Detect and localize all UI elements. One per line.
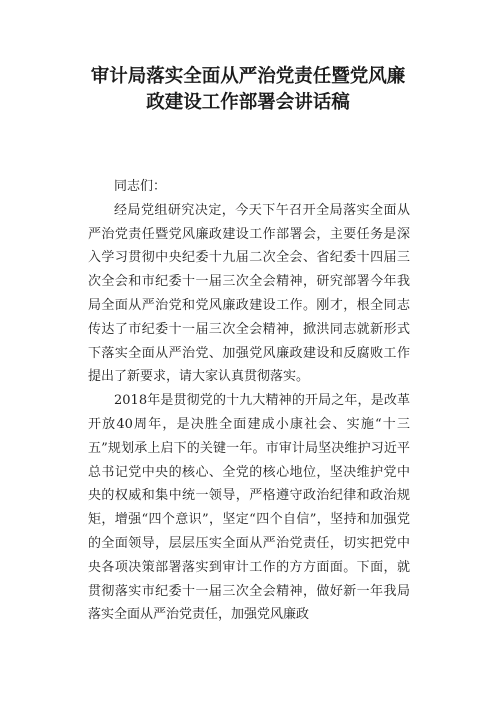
paragraph-1: 经局党组研究决定，今天下午召开全局落实全面从严治党责任暨党风廉政建设工作部署会，主要任务是深入学习贯彻中央纪委十九届二次全会、省纪委十四届三次全会和市纪委十一届三次全会精神，研究部署今年我局全面从严治党和党风廉政建设工作。刚才，根全同志传达了市纪委十一届三次全会精神，掀洪同志就新形式下落实全面从严治党、加强党风廉政建设和反腐败工作提出了新要求，请大家认真贯彻落实。 [88,202,410,385]
document-title [40,64,456,116]
paragraph-2: 2018年是贯彻党的十九大精神的开局之年，是改革开放40周年，是决胜全面建成小康社会、实施“十三五”规划承上启下的关键一年。市审计局坚决维护习近平总书记党中央的核心、全党的核心地位，坚决维护党中央的权威和集中统一领导，严格遵守政治纪律和政治规矩，增强“四个意识”，坚定“四个自信”，坚持和加强党的全面领导，层层压实全面从严治党责任，切实把党中央各项决策部署落实到审计工作的方方面面。下面，就贯彻落实市纪委十一届三次全会精神，做好新一年我局落实全面从严治党责任，加强党风廉政 [88,393,410,623]
title-line-1: 审计局落实全面从严治党责任暨党风廉 [90,66,406,87]
title-line-2: 政建设工作部署会讲话稿 [146,92,350,113]
greeting: 同志们： [114,179,167,194]
document-body [88,175,410,627]
